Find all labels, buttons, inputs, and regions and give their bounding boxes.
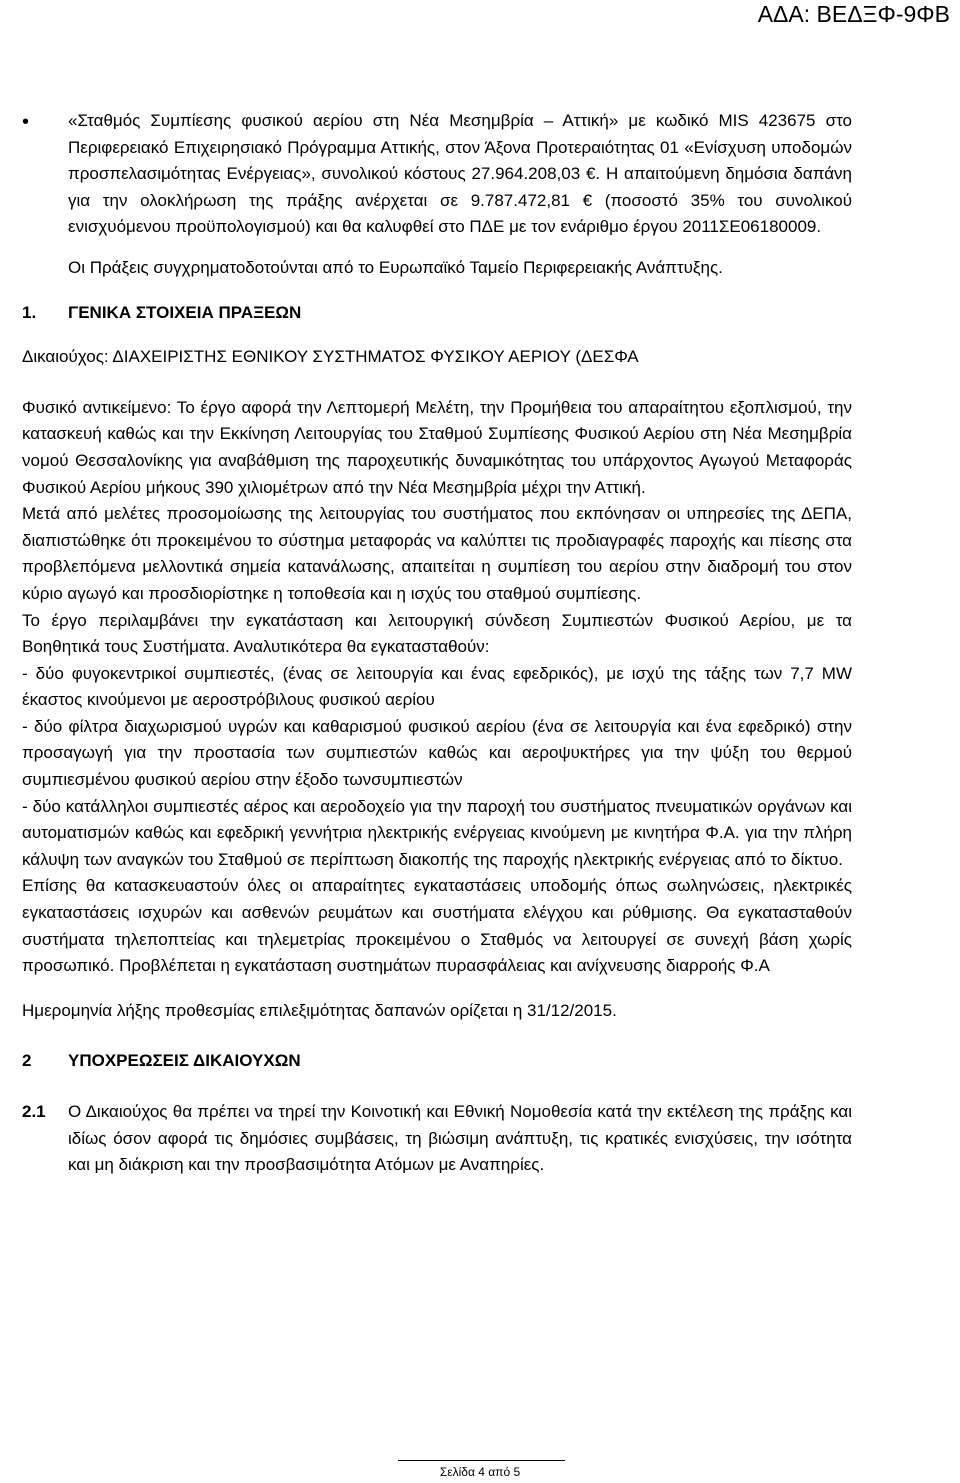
section-1-title: ΓΕΝΙΚΑ ΣΤΟΙΧΕΙΑ ΠΡΑΞΕΩΝ xyxy=(68,302,302,322)
section-2-heading xyxy=(22,1048,852,1075)
ada-code: ΑΔΑ: ΒΕΔΞΦ-9ΦΒ xyxy=(757,1,950,27)
subsection-text: Ο Δικαιούχος θα πρέπει να τηρεί την Κοινοτική και Εθνική Νομοθεσία κατά την εκτέλεση της πράξης και ιδίως όσον αφορά τις δημόσιες συμβάσεις, τη βιώσιμη ανάπτυξη, τις κρατικές ενισχύσεις, την ισότητα και μη διάκριση και την προσβασιμότητα Ατόμων με Αναπηρίες. xyxy=(68,1102,852,1175)
document-body xyxy=(22,108,852,1179)
project-object: Φυσικό αντικείμενο: Το έργο αφορά την Λεπτομερή Μελέτη, την Προμήθεια του απαραίτητου εξοπλισμού, την κατασκευή καθώς και την Εκκίνηση Λειτουργίας του Σταθμού Συμπίεσης Φυσικού Αερίου στη Νέα Μεσημβρία νομού Θεσσαλονίκης για αναβάθμιση της παροχευτικής δυναμικότητας του υπάρχοντος Αγωγού Μεταφοράς Φυσικού Αερίου μήκους 390 χιλιομέτρων από την Νέα Μεσημβρία μέχρι την Αττική. xyxy=(22,397,852,497)
bullet-icon: • xyxy=(22,111,30,133)
section-2-number: 2 xyxy=(22,1051,32,1071)
includes-paragraph: Το έργο περιλαμβάνει την εγκατάσταση και λειτουργική σύνδεση Συμπιεστών Φυσικού Αερίου, με τα Βοηθητικά τους Συστήματα. Αναλυτικότερα θα εγκατασταθούν: xyxy=(22,610,852,657)
funding-note: Οι Πράξεις συγχρηματοδοτούνται από το Ευρωπαϊκό Ταμείο Περιφερειακής Ανάπτυξης. xyxy=(68,257,723,277)
list-item: - δύο φίλτρα διαχωρισμού υγρών και καθαρισμού φυσικού αερίου (ένα σε λειτουργία και ένα εφεδρικό) στην προσαγωγή για την προστασία των συμπιεστών καθώς και αεροψυκτήρες για την ψύξη του θερμού συμπιεσμένου φυσικού αερίου στην έξοδο τωνσυμπιεστών xyxy=(22,716,852,790)
bullet-item xyxy=(22,108,852,241)
studies-paragraph: Μετά από μελέτες προσομοίωσης της λειτουργίας του συστήματος που εκπόνησαν οι υπηρεσίες της ΔΕΠΑ, διαπιστώθηκε ότι προκειμένου το σύστημα μεταφοράς να καλύπτει τις προδιαγραφές παροχής και πίεσης στα προβλεπόμενα μελλοντικά σημεία κατανάλωσης, απαιτείται η συμπίεση του αερίου στην διαδρομή του στον κύριο αγωγό και προσδιορίστηκε η τοποθεσία και η ισχύς του σταθμού συμπίεσης. xyxy=(22,504,852,603)
section-2-title: ΥΠΟΧΡΕΩΣΕΙΣ ΔΙΚΑΙΟΥΧΩΝ xyxy=(68,1051,301,1071)
bullet-text: «Σταθμός Συμπίεσης φυσικού αερίου στη Νέα Μεσημβρία – Αττική» με κωδικό MIS 423675 στο Περιφερειακό Επιχειρησιακό Πρόγραμμα Αττικής, στον Άξονα Προτεραιότητας 01 «Ενίσχυση υποδομών προσπελασιμότητας Ενέργειας», συνολικού κόστους 27.964.208,03 €. Η απαιτούμενη δημόσια δαπάνη για την ολοκλήρωση της πράξης ανέρχεται σε 9.787.472,81 € (ποσοστό 35% του συνολικού ενισχυόμενου προϋπολογισμού) και θα καλυφθεί στο ΠΔΕ με τον ενάριθμο έργου 2011ΣΕ06180009. xyxy=(68,111,852,237)
page-number: Σελίδα 4 από 5 xyxy=(439,1465,521,1479)
end-date: Ημερομηνία λήξης προθεσμίας επιλεξιμότητας δαπανών ορίζεται η 31/12/2015. xyxy=(22,1000,617,1020)
also-paragraph: Επίσης θα κατασκευαστούν όλες οι απαραίτητες εγκαταστάσεις υποδομής όπως σωληνώσεις, ηλεκτρικές εγκαταστάσεις ισχυρών και ασθενών ρευμάτων και συστήματα ελέγχου και ρύθμισης. Θα εγκατασταθούν συστήματα τηλεποπτείας και τηλεμετρίας προκειμένου ο Σταθμός να λειτουργεί σε συνεχή βάση χωρίς προσωπικό. Προβλέπεται η εγκατάσταση συστημάτων πυρασφάλειας και ανίχνευσης διαρροής Φ.Α xyxy=(22,876,852,976)
list-item: - δύο κατάλληλοι συμπιεστές αέρος και αεροδοχείο για την παροχή του συστήματος πνευματικών οργάνων και αυτοματισμών καθώς και εφεδρική γεννήτρια ηλεκτρικής ενέργειας κινούμενη με κινητήρα Φ.Α. για την πλήρη κάλυψη των αναγκών του Σταθμού σε περίπτωση διακοπής της παροχής ηλεκτρικής ενέργειας από το δίκτυο. xyxy=(22,796,852,869)
section-1-number: 1. xyxy=(22,302,37,322)
beneficiary: Δικαιούχος: ΔΙΑΧΕΙΡΙΣΤΗΣ ΕΘΝΙΚΟΥ ΣΥΣΤΗΜΑΤΟΣ ΦΥΣΙΚΟΥ ΑΕΡΙΟΥ (ΔΕΣΦΑ xyxy=(22,347,639,367)
subsection-2-1 xyxy=(22,1099,852,1179)
subsection-number: 2.1 xyxy=(22,1102,46,1121)
list-item: - δύο φυγοκεντρικοί συμπιεστές, (ένας σε λειτουργία και ένας εφεδρικός), με ισχύ της τάξης των 7,7 MW έκαστος κινούμενοι με αεροστρόβιλους φυσικού αερίου xyxy=(22,663,852,710)
section-1-heading xyxy=(22,300,852,327)
footer-divider xyxy=(398,1460,565,1461)
